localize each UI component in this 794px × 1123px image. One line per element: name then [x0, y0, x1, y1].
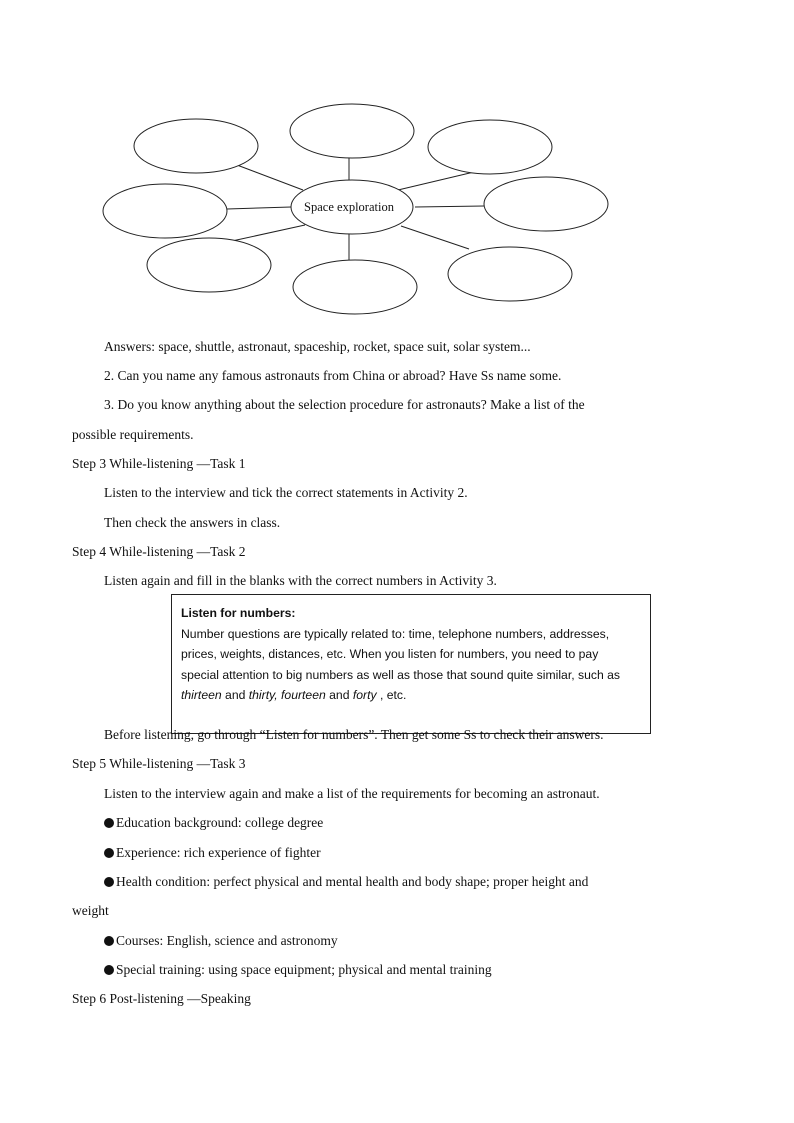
empty-node-right: [484, 177, 608, 231]
connector-line: [415, 206, 484, 207]
step-4-instruction: Listen again and fill in the blanks with the correct numbers in Activity 3.: [104, 573, 497, 588]
bullet-icon: [104, 877, 114, 887]
box-text-line: [181, 685, 642, 706]
empty-node-bottom: [293, 260, 417, 314]
bullet-education: [104, 814, 323, 832]
connector-line: [232, 225, 305, 241]
bullet-text: Courses: English, science and astronomy: [116, 933, 338, 948]
bullet-health-continued: weight: [72, 903, 109, 918]
connector-line: [398, 172, 474, 190]
step-3-heading: Step 3 While-listening —Task 1: [72, 456, 246, 471]
bullet-icon: [104, 965, 114, 975]
empty-node-bottom-left: [147, 238, 271, 292]
empty-node-bottom-right: [448, 247, 572, 301]
step-6-heading: Step 6 Post-listening —Speaking: [72, 991, 251, 1006]
empty-node-left: [103, 184, 227, 238]
bullet-health: [104, 873, 588, 891]
bullet-icon: [104, 936, 114, 946]
conjunction: and: [325, 688, 353, 702]
bullet-icon: [104, 848, 114, 858]
box-text-line: prices, weights, distances, etc. When you listen for numbers, you need to pay: [181, 647, 599, 661]
connector-line: [227, 207, 291, 209]
box-text-line: Number questions are typically related to: time, telephone numbers, addresses,: [181, 626, 610, 641]
word-thirteen: thirteen: [181, 688, 222, 702]
bullet-icon: [104, 818, 114, 828]
bullet-text: Experience: rich experience of fighter: [116, 845, 321, 860]
word-forty: forty: [352, 688, 377, 702]
empty-node-top: [290, 104, 414, 158]
bullet-courses: [104, 932, 338, 950]
empty-node-top-right: [428, 120, 552, 174]
listen-for-numbers-box: [171, 594, 651, 734]
step-3-instruction: Listen to the interview and tick the correct statements in Activity 2.: [104, 485, 468, 500]
step-5-instruction: Listen to the interview again and make a list of the requirements for becoming an astronaut.: [104, 786, 600, 801]
bullet-training: [104, 961, 492, 979]
connector-line: [401, 226, 469, 249]
box-title: Listen for numbers:: [181, 606, 296, 620]
bullet-text: Education background: college degree: [116, 815, 324, 830]
center-node-label: Space exploration: [304, 200, 394, 214]
step-5-heading: Step 5 While-listening —Task 3: [72, 756, 246, 771]
question-2: 2. Can you name any famous astronauts from China or abroad? Have Ss name some.: [104, 368, 562, 383]
connector-line: [237, 165, 303, 190]
box-text-line: special attention to big numbers as well as those that sound quite similar, such as: [181, 667, 620, 682]
etc-text: , etc.: [376, 688, 407, 702]
bullet-experience: [104, 844, 321, 862]
bullet-text: Health condition: perfect physical and mental health and body shape; proper height and: [116, 874, 589, 889]
empty-node-top-left: [134, 119, 258, 173]
conjunction: and: [221, 688, 249, 702]
before-listening-line: Before listening, go through “Listen for numbers”. Then get some Ss to check their answers.: [104, 727, 604, 742]
step-3-followup: Then check the answers in class.: [104, 515, 281, 530]
answers-line: Answers: space, shuttle, astronaut, spaceship, rocket, space suit, solar system...: [104, 339, 531, 354]
bullet-text: Special training: using space equipment; physical and mental training: [116, 962, 492, 977]
question-3-continued: possible requirements.: [72, 427, 194, 442]
mind-map-diagram: [0, 0, 794, 330]
question-3: 3. Do you know anything about the selection procedure for astronauts? Make a list of the: [104, 397, 585, 412]
word-thirty-fourteen: thirty, fourteen: [248, 688, 326, 702]
step-4-heading: Step 4 While-listening —Task 2: [72, 544, 246, 559]
